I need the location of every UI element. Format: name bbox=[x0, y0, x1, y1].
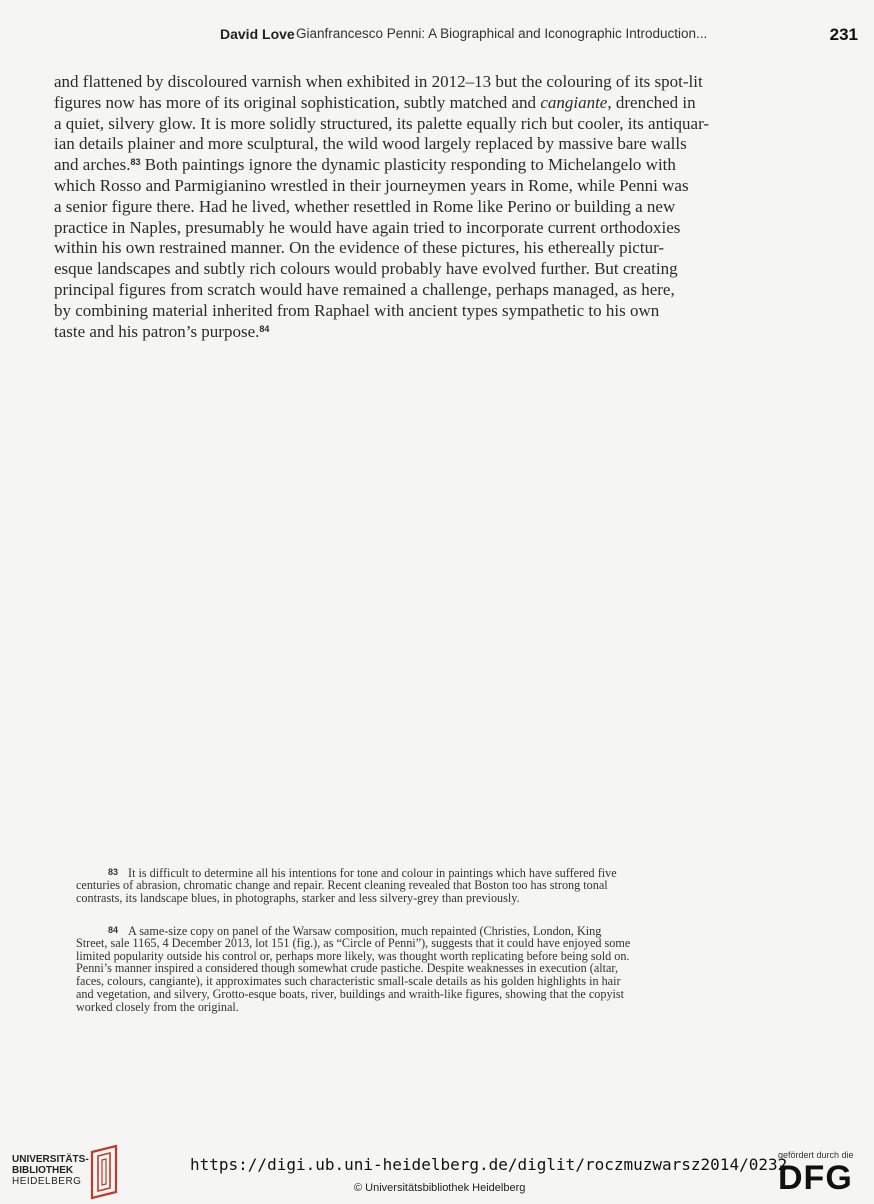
text-line: ian details plainer and more sculptural, the wild wood largely replaced by massive bare walls bbox=[54, 134, 687, 154]
header-title: Gianfrancesco Penni: A Biographical and Iconographic Introduction... bbox=[296, 26, 708, 41]
permalink-url[interactable]: https://digi.ub.uni-heidelberg.de/diglit/roczmuzwarsz2014/0232 bbox=[190, 1155, 788, 1174]
library-logo[interactable]: UNIVERSITÄTS- BIBLIOTHEK HEIDELBERG bbox=[12, 1154, 89, 1187]
text-line: a quiet, silvery glow. It is more solidly structured, its palette equally rich but cooler, its antiquar- bbox=[54, 113, 710, 133]
text-line: and arches.$^{83}$ Both paintings ignore the dynamic plasticity responding to Michelangelo with bbox=[54, 155, 676, 175]
library-emblem-icon bbox=[88, 1144, 124, 1200]
page-number: 231 bbox=[829, 25, 858, 44]
text-line: practice in Naples, presumably he would have again tried to incorporate current orthodoxies bbox=[54, 217, 681, 237]
text-line: esque landscapes and subtly rich colours would probably have evolved further. But creating bbox=[54, 259, 678, 279]
footnote-84: 84 A same-size copy on panel of the Warsaw composition, much repainted (Christies, London, King Street, sale 1165, 4 December 2013, lot 151 (fig.), as “Circle of Penni”), suggests that it could have enjoyed some limited popularity outside his control or, perhaps more likely, was thought worth replicating before being sold on. Penni’s manner inspired a considered though somewhat crude pastiche. Despite weaknesses in execution (altar, faces, colours, cangiante), it approximates such characteristic small-scale details as his golden highlights in hair and vegetation, and silvery, Grotto-esque boats, river, buildings and wraith-like figures, showing that the copyist worked closely from the original. bbox=[76, 924, 631, 1014]
copyright-notice: © Universitätsbibliothek Heidelberg bbox=[354, 1182, 526, 1194]
text-line: figures now has more of its original sophistication, subtly matched and cangiante, drenched in bbox=[54, 92, 696, 112]
footnote-ref-84[interactable]: 84 bbox=[259, 323, 270, 334]
footnote-ref-83[interactable]: 83 bbox=[130, 157, 141, 168]
text-line: a senior figure there. Had he lived, whether resettled in Rome like Perino or building a new bbox=[54, 196, 676, 216]
text-line: within his own restrained manner. On the evidence of these pictures, his ethereally pictur- bbox=[54, 238, 665, 258]
footnote-number: 83 bbox=[108, 867, 119, 877]
text-line: taste and his patron’s purpose.$^{84}$ bbox=[54, 321, 270, 341]
footnote-number: 84 bbox=[108, 925, 119, 935]
text-line: and flattened by discoloured varnish when exhibited in 2012–13 but the colouring of its spot-lit bbox=[54, 72, 703, 91]
footnote-83: 83 It is difficult to determine all his intentions for tone and colour in paintings which have suffered five centuries of abrasion, chromatic change and repair. Recent cleaning revealed that Boston too has strong tonal contrasts, its landscape blues, in photographs, starker and less silvery-grey than previously. bbox=[76, 866, 617, 905]
dfg-logo[interactable]: DFG bbox=[778, 1159, 853, 1197]
text-line: which Rosso and Parmigianino wrestled in their journeymen years in Rome, while Penni was bbox=[54, 175, 689, 195]
text-line: by combining material inherited from Raphael with ancient types sympathetic to his own bbox=[54, 300, 660, 320]
running-header bbox=[0, 22, 874, 46]
header-author: David Love bbox=[220, 26, 295, 42]
funding-note: gefördert durch die bbox=[778, 1150, 854, 1160]
digital-footer bbox=[0, 1140, 874, 1204]
main-text bbox=[54, 72, 714, 342]
text-line: principal figures from scratch would have remained a challenge, perhaps managed, as here, bbox=[54, 279, 675, 299]
